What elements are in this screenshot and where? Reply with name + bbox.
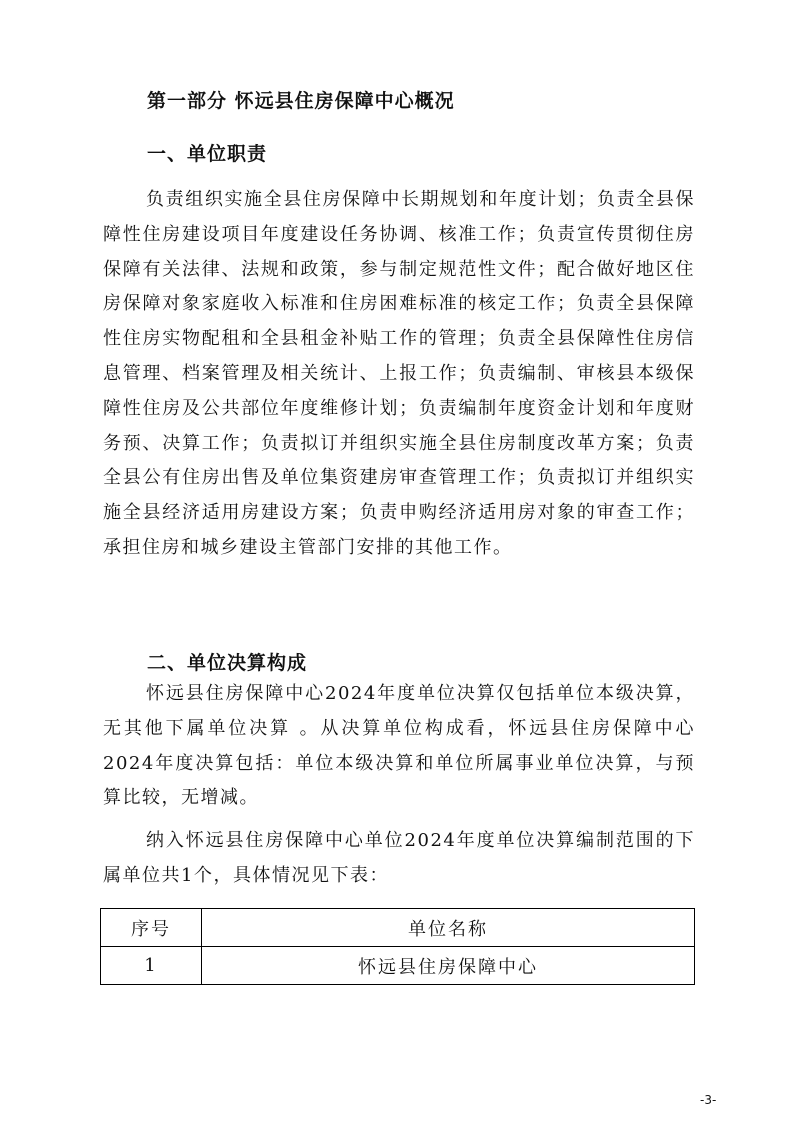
table-header-cell: 单位名称: [202, 909, 695, 947]
table-cell: 1: [101, 947, 202, 985]
page-number: -3-: [700, 1093, 717, 1107]
section1-heading: 一、单位职责: [147, 143, 268, 165]
table-header-cell: 序号: [101, 909, 202, 947]
unit-table: [100, 908, 695, 985]
table-cell: 怀远县住房保障中心: [202, 947, 695, 985]
part-title: 第一部分 怀远县住房保障中心概况: [147, 90, 455, 112]
section2-heading: 二、单位决算构成: [147, 652, 308, 674]
table-row: [101, 947, 695, 985]
section2-body2: 纳入怀远县住房保障中心单位2024年度单位决算编制范围的下属单位共1个，具体情况见下表：: [103, 830, 695, 886]
section1-body: 负责组织实施全县住房保障中长期规划和年度计划；负责全县保障性住房建设项目年度建设任务协调、核准工作；负责宣传贯彻住房保障有关法律、法规和政策，参与制定规范性文件；配合做好地区住房保障对象家庭收入标准和住房困难标准的核定工作；负责全县保障性住房实物配租和全县租金补贴工作的管理；负责全县保障性住房信息管理、档案管理及相关统计、上报工作；负责编制、审核县本级保障性住房及公共部位年度维修计划；负责编制年度资金计划和年度财务预、决算工作；负责拟订并组织实施全县住房制度改革方案；负责全县公有住房出售及单位集资建房审查管理工作；负责拟订并组织实施全县经济适用房建设方案；负责申购经济适用房对象的审查工作；承担住房和城乡建设主管部门安排的其他工作。: [103, 189, 695, 558]
section2-body1: 怀远县住房保障中心2024年度单位决算仅包括单位本级决算，无其他下属单位决算 。从决算单位构成看，怀远县住房保障中心2024年度决算包括：单位本级决算和单位所属事业单位决算，与预算比较，无增减。: [103, 683, 695, 809]
table-header-row: [101, 909, 695, 947]
